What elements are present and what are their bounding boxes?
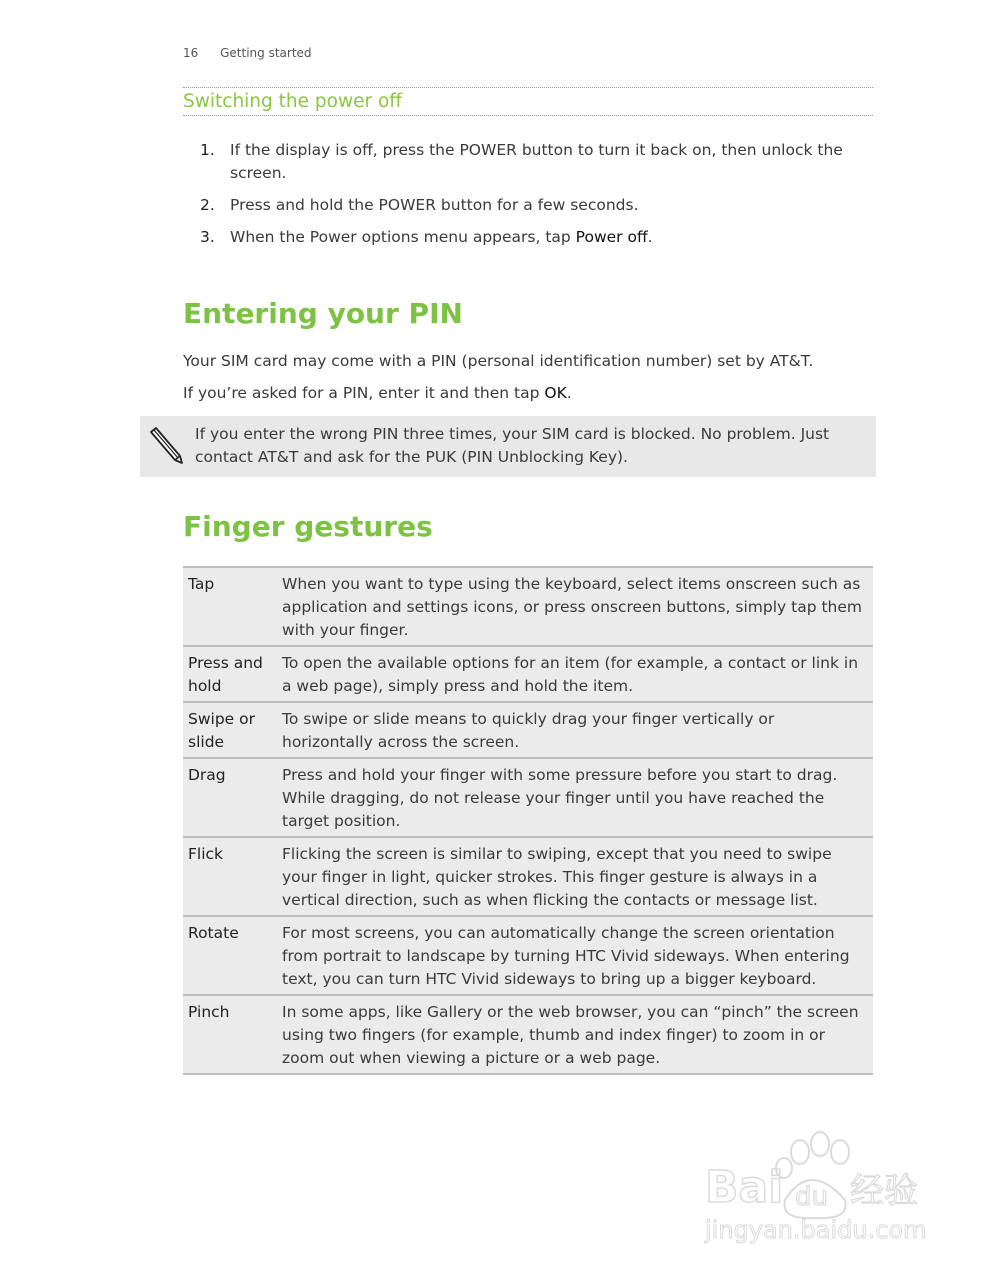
gesture-description: To swipe or slide means to quickly drag your finger vertically or horizontally across the screen.: [277, 702, 873, 758]
step: [200, 139, 875, 185]
gesture-name: Flick: [183, 837, 277, 916]
gesture-name: Drag: [183, 758, 277, 837]
gesture-name: Swipe or slide: [183, 702, 277, 758]
gesture-description: Flicking the screen is similar to swiping, except that you need to swipe your finger in light, quicker strokes. This finger gesture is always in a vertical direction, such as when flicking the contacts or message list.: [277, 837, 873, 916]
gesture-name: Rotate: [183, 916, 277, 995]
table-row: [183, 837, 873, 916]
table-row: [183, 646, 873, 702]
gesture-description: Press and hold your finger with some pressure before you start to drag. While dragging, do not release your finger until you have reached the target position.: [277, 758, 873, 837]
section-name: Getting started: [220, 46, 312, 60]
power-off-steps: [200, 139, 875, 258]
gesture-description: To open the available options for an item (for example, a contact or link in a web page), simply press and hold the item.: [277, 646, 873, 702]
step-number: 1.: [200, 141, 215, 159]
svg-text:经验: 经验: [850, 1171, 918, 1211]
emphasis: OK: [544, 384, 567, 402]
step-number: 3.: [200, 228, 215, 246]
step-text-part: .: [647, 228, 653, 246]
gesture-name: Tap: [183, 567, 277, 646]
table-row: [183, 995, 873, 1074]
step-text: Press and hold the POWER button for a few seconds.: [230, 196, 639, 214]
power-off-heading-bar: [183, 87, 873, 116]
baidu-watermark-logo: [700, 1130, 940, 1245]
gesture-description: For most screens, you can automatically change the screen orientation from portrait to landscape by turning HTC Vivid sideways. When entering text, you can turn HTC Vivid sideways to bring up a bigger keyboard.: [277, 916, 873, 995]
step-text-part: When the Power options menu appears, tap: [230, 228, 576, 246]
power-off-heading: Switching the power off: [183, 91, 403, 112]
step: [200, 226, 875, 249]
svg-text:Bai: Bai: [705, 1162, 784, 1213]
page-header: [183, 46, 330, 60]
text-part: If you’re asked for a PIN, enter it and then tap: [183, 384, 545, 402]
text-part: .: [566, 384, 572, 402]
step-emphasis: Power off: [575, 228, 648, 246]
step: [200, 194, 875, 217]
table-row: [183, 702, 873, 758]
gestures-heading: Finger gestures: [183, 510, 433, 543]
pin-para-2: [183, 382, 873, 405]
page-number: 16: [183, 46, 199, 60]
gesture-description: In some apps, like Gallery or the web browser, you can “pinch” the screen using two fingers (for example, thumb and index finger) to zoom in or zoom out when viewing a picture or a web page.: [277, 995, 873, 1074]
note-text: If you enter the wrong PIN three times, your SIM card is blocked. No problem. Just contact AT&T and ask for the PUK (PIN Unblocking Key).: [195, 425, 830, 466]
pin-heading: Entering your PIN: [183, 297, 463, 330]
pin-para-1: Your SIM card may come with a PIN (personal identification number) set by AT&T.: [183, 352, 814, 370]
gesture-description: When you want to type using the keyboard, select items onscreen such as application and settings icons, or press onscreen buttons, simply tap them with your finger.: [277, 567, 873, 646]
svg-text:du: du: [795, 1182, 828, 1212]
table-row: [183, 758, 873, 837]
gestures-table: [183, 566, 873, 1075]
note-box: [140, 416, 876, 477]
step-text: [230, 226, 653, 249]
gesture-name: Pinch: [183, 995, 277, 1074]
svg-text:jingyan.baidu.com: jingyan.baidu.com: [705, 1216, 927, 1244]
pencil-icon: [148, 426, 184, 466]
step-text: If the display is off, press the POWER button to turn it back on, then unlock the screen.: [230, 141, 843, 182]
table-row: [183, 567, 873, 646]
step-number: 2.: [200, 196, 215, 214]
table-row: [183, 916, 873, 995]
gesture-name: Press and hold: [183, 646, 277, 702]
